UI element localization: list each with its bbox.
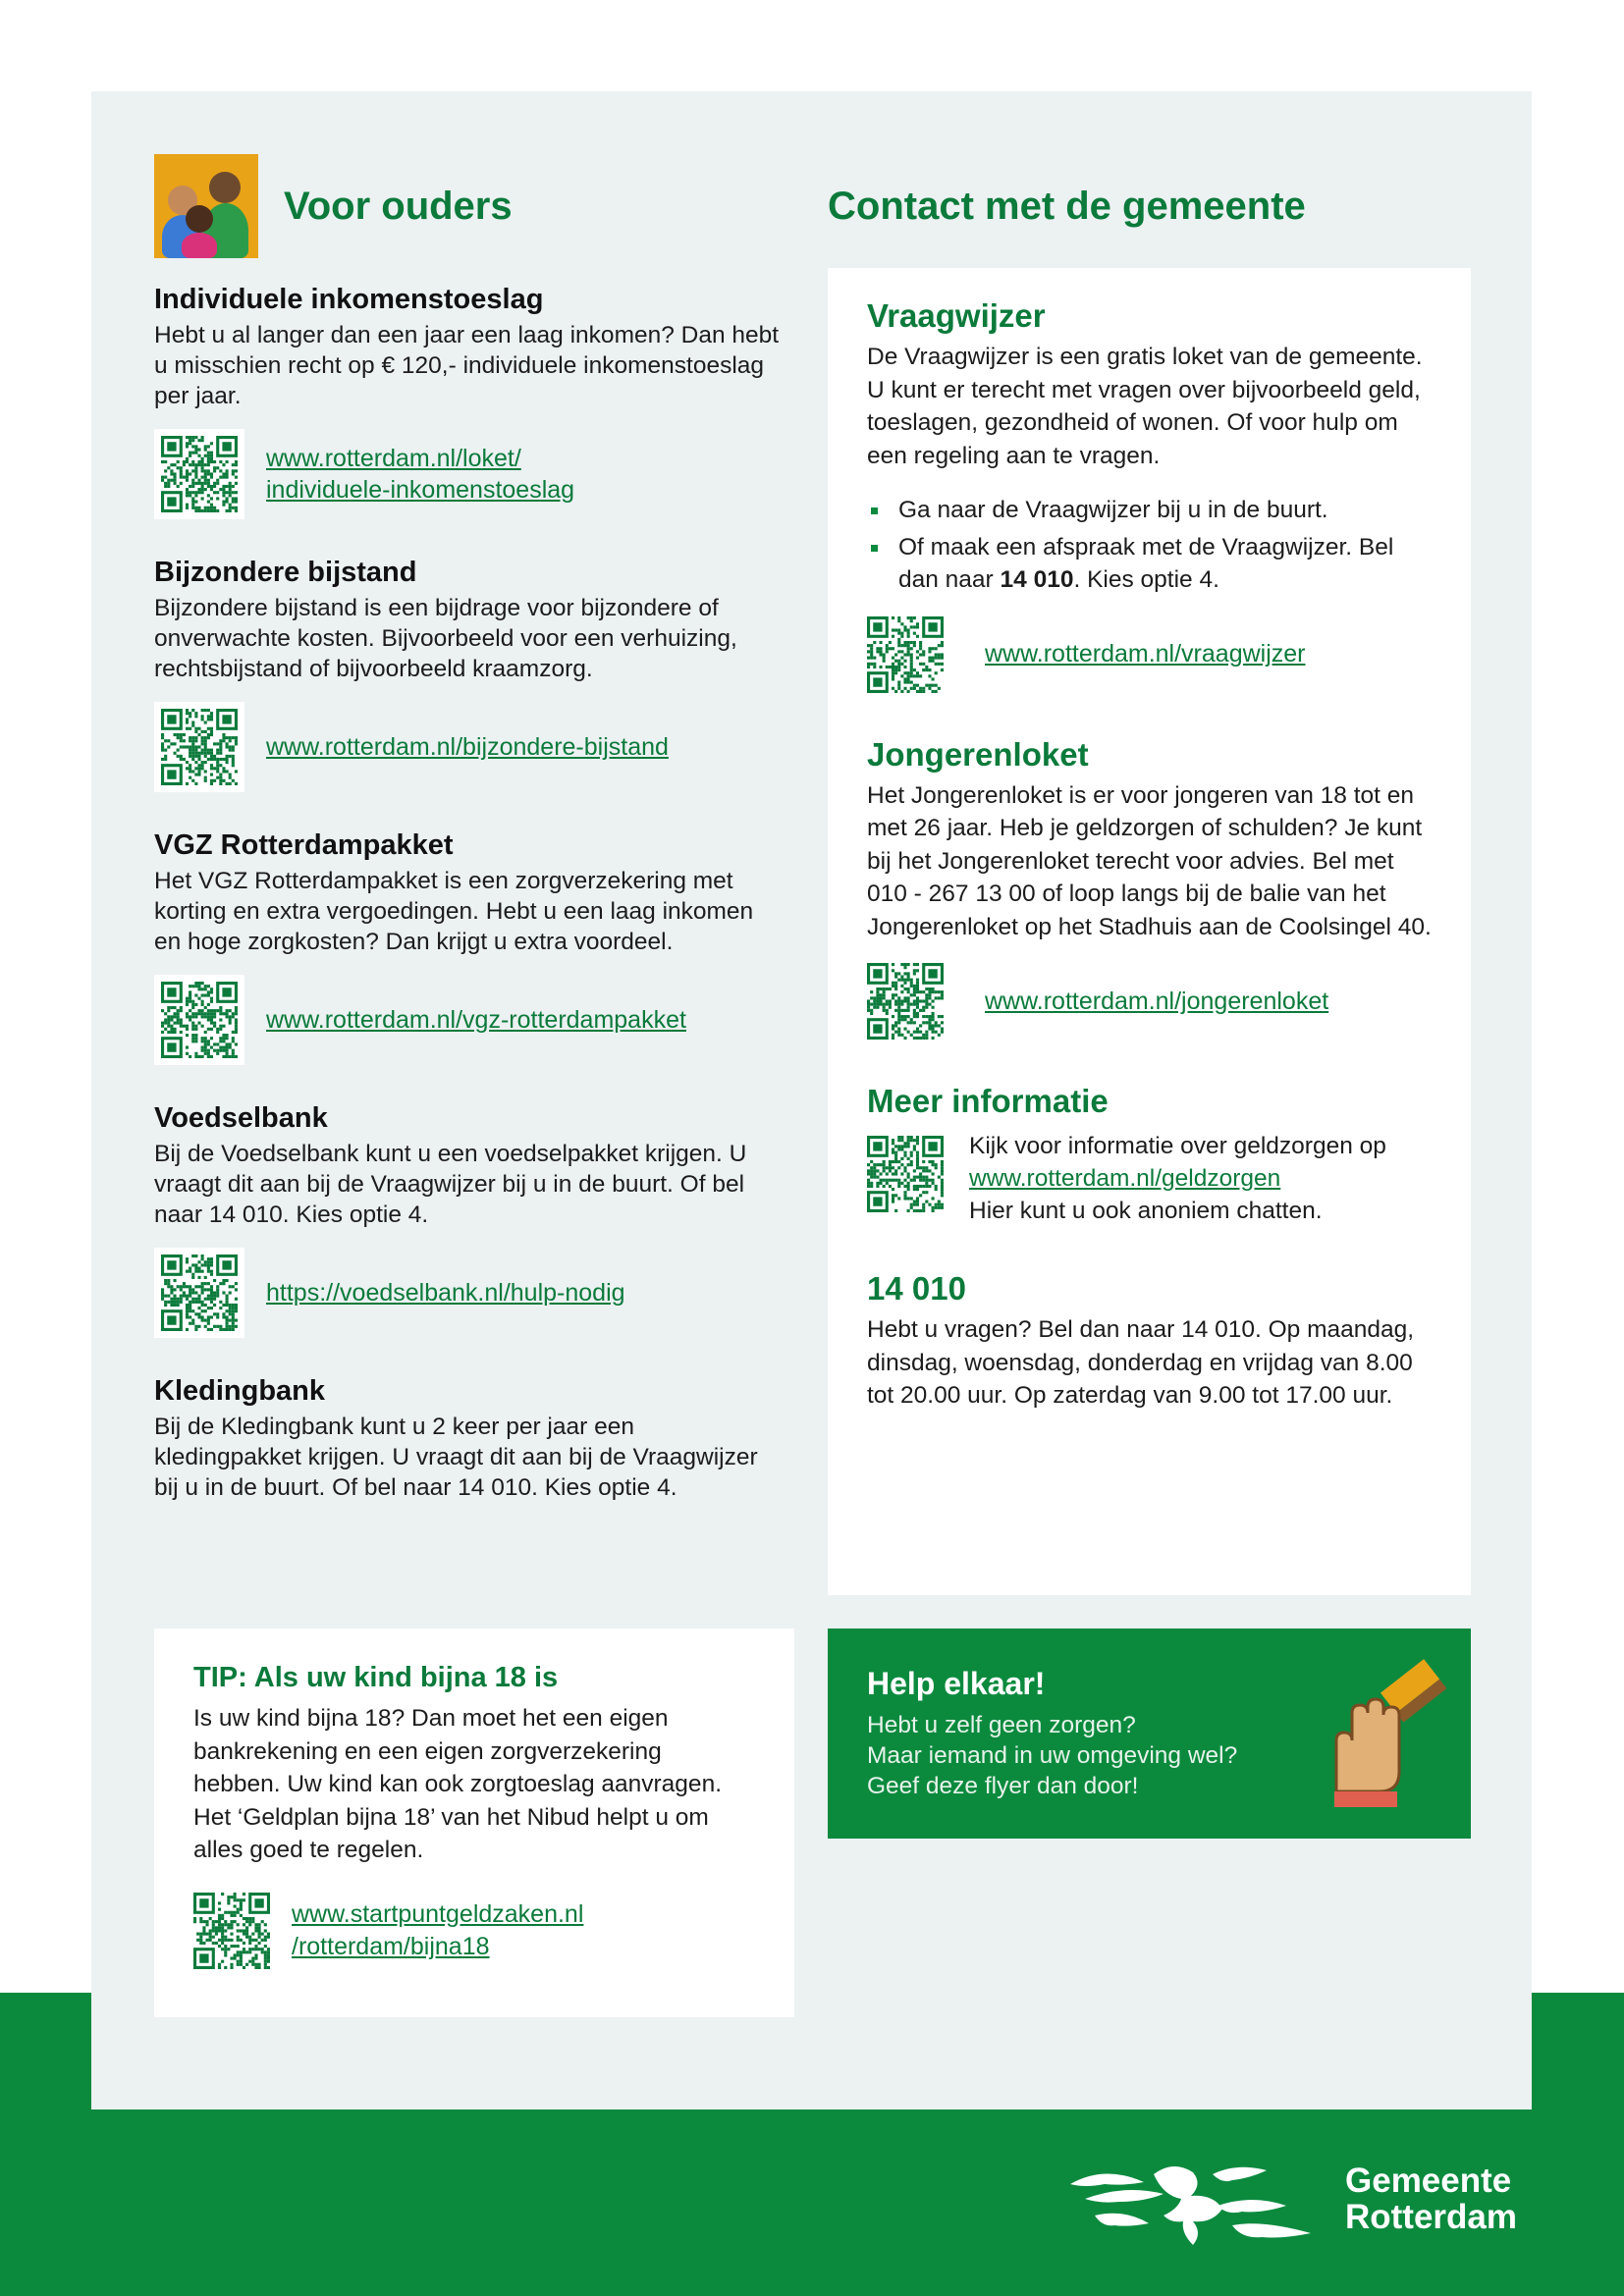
vraagwijzer-text: De Vraagwijzer is een gratis loket van de gemeente. U kunt er terecht met vragen over bijvoorbeeld geld, toeslagen, gezondheid of wonen. Of voor hulp om een regeling aan te vragen. [867, 344, 1423, 469]
section-vgz [154, 829, 783, 1065]
link-bijna18[interactable]: www.startpuntgeldzaken.nl /rotterdam/bijna18 [292, 1899, 584, 1960]
link-jongerenloket[interactable]: www.rotterdam.nl/jongerenloket [985, 987, 1329, 1015]
tip-box [154, 1629, 794, 2017]
qr-code [154, 1248, 244, 1338]
help-text: Hebt u zelf geen zorgen? Maar iemand in uw omgeving wel? Geef deze flyer dan door! [867, 1712, 1238, 1799]
gemeente-rotterdam-logo [1065, 2155, 1537, 2248]
section-text: Bij de Kledingbank kunt u 2 keer per jaar een kledingpakket krijgen. U vraagt dit aan bij de Vraagwijzer bij u in de buurt. Of bel naar 14 010. Kies optie 4. [154, 1414, 758, 1501]
tip-text: Is uw kind bijna 18? Dan moet het een eigen bankrekening en een eigen zorgverzekering hebben. Uw kind kan ook zorgtoeslag aanvragen. Het ‘Geldplan bijna 18’ van het Nibud helpt u om alles goed te regelen. [193, 1705, 722, 1863]
link-vgz[interactable]: www.rotterdam.nl/vgz-rotterdampakket [266, 1006, 686, 1034]
qr-code [867, 963, 944, 1040]
section-inkomenstoeslag [154, 284, 783, 519]
phone-title: 14 010 [867, 1270, 966, 1307]
section-kledingbank [154, 1375, 783, 1503]
section-heading: Bijzondere bijstand [154, 557, 417, 588]
bullet-item: Ga naar de Vraagwijzer bij u in de buurt. [867, 494, 1432, 527]
section-text: Het VGZ Rotterdampakket is een zorgverzekering met korting en extra vergoedingen. Hebt u een laag inkomen en hoge zorgkosten? Dan krijgt u extra voordeel. [154, 868, 754, 955]
parents-header [154, 152, 783, 260]
rotterdam-lion-logo [1065, 2155, 1321, 2248]
section-heading: Kledingbank [154, 1375, 326, 1407]
section-text: Bijzondere bijstand is een bijdrage voor bijzondere of onverwachte kosten. Bijvoorbeeld voor een verhuizing, rechtsbijstand of bijvoorbeeld kraamzorg. [154, 595, 737, 682]
jongerenloket-section [867, 736, 1432, 1041]
section-heading: VGZ Rotterdampakket [154, 829, 454, 861]
section-title-voor-ouders: Voor ouders [284, 184, 513, 228]
vraagwijzer-title: Vraagwijzer [867, 297, 1046, 334]
qr-code [154, 429, 244, 519]
section-text: Bij de Voedselbank kunt u een voedselpakket krijgen. U vraagt dit aan bij de Vraagwijzer bij u in de buurt. Of bel naar 14 010. Kies optie 4. [154, 1141, 747, 1228]
meer-informatie-title: Meer informatie [867, 1083, 1109, 1119]
meer-informatie-text: Kijk voor informatie over geldzorgen op www.rotterdam.nl/geldzorgen Hier kunt u ook anoniem chatten. [969, 1133, 1386, 1224]
help-title: Help elkaar! [867, 1666, 1046, 1701]
section-bijzondere-bijstand [154, 557, 783, 792]
bullet-item: Of maak een afspraak met de Vraagwijzer. Bel dan naar 14 010. Kies optie 4. [867, 531, 1432, 597]
phone-section [867, 1270, 1432, 1413]
section-text: Hebt u al langer dan een jaar een laag inkomen? Dan hebt u misschien recht op € 120,- individuele inkomenstoeslag per jaar. [154, 322, 780, 409]
jongerenloket-text: Het Jongerenloket is er voor jongeren van 18 tot en met 26 jaar. Heb je geldzorgen of schulden? Je kunt bij het Jongerenloket terecht voor advies. Bel met 010 - 267 13 00 of loop langs bij de balie van het Jongerenloket op het Stadhuis aan de Coolsingel 40. [867, 781, 1432, 940]
link-geldzorgen[interactable]: www.rotterdam.nl/geldzorgen [969, 1165, 1281, 1192]
contact-box [828, 268, 1471, 1595]
tip-title: TIP: Als uw kind bijna 18 is [193, 1662, 559, 1693]
vraagwijzer-bullets [867, 494, 1432, 597]
link-vraagwijzer[interactable]: www.rotterdam.nl/vraagwijzer [985, 640, 1306, 667]
right-column [828, 152, 1471, 260]
link-bijzondere-bijstand[interactable]: www.rotterdam.nl/bijzondere-bijstand [266, 733, 669, 761]
section-heading: Voedselbank [154, 1102, 328, 1134]
jongerenloket-title: Jongerenloket [867, 735, 1089, 773]
section-voedselbank [154, 1102, 783, 1338]
left-column [154, 152, 783, 1503]
qr-code [154, 702, 244, 792]
parents-icon [154, 154, 258, 258]
qr-code [154, 975, 244, 1065]
qr-code [867, 1136, 944, 1212]
logo-text: Gemeente Rotterdam [1345, 2162, 1518, 2236]
link-voedselbank[interactable]: https://voedselbank.nl/hulp-nodig [266, 1279, 625, 1307]
qr-code [193, 1893, 270, 1969]
help-hand-icon [1319, 1654, 1446, 1811]
section-heading: Individuele inkomenstoeslag [154, 284, 544, 315]
meer-informatie-section [867, 1083, 1432, 1227]
link-inkomenstoeslag[interactable]: www.rotterdam.nl/loket/ individuele-inkomenstoeslag [266, 445, 575, 504]
help-box [828, 1629, 1471, 1839]
qr-code [867, 616, 944, 693]
phone-text: Hebt u vragen? Bel dan naar 14 010. Op maandag, dinsdag, woensdag, donderdag en vrijdag van 8.00 tot 20.00 uur. Op zaterdag van 9.00 tot 17.00 uur. [867, 1316, 1415, 1409]
section-title-contact: Contact met de gemeente [828, 184, 1306, 228]
